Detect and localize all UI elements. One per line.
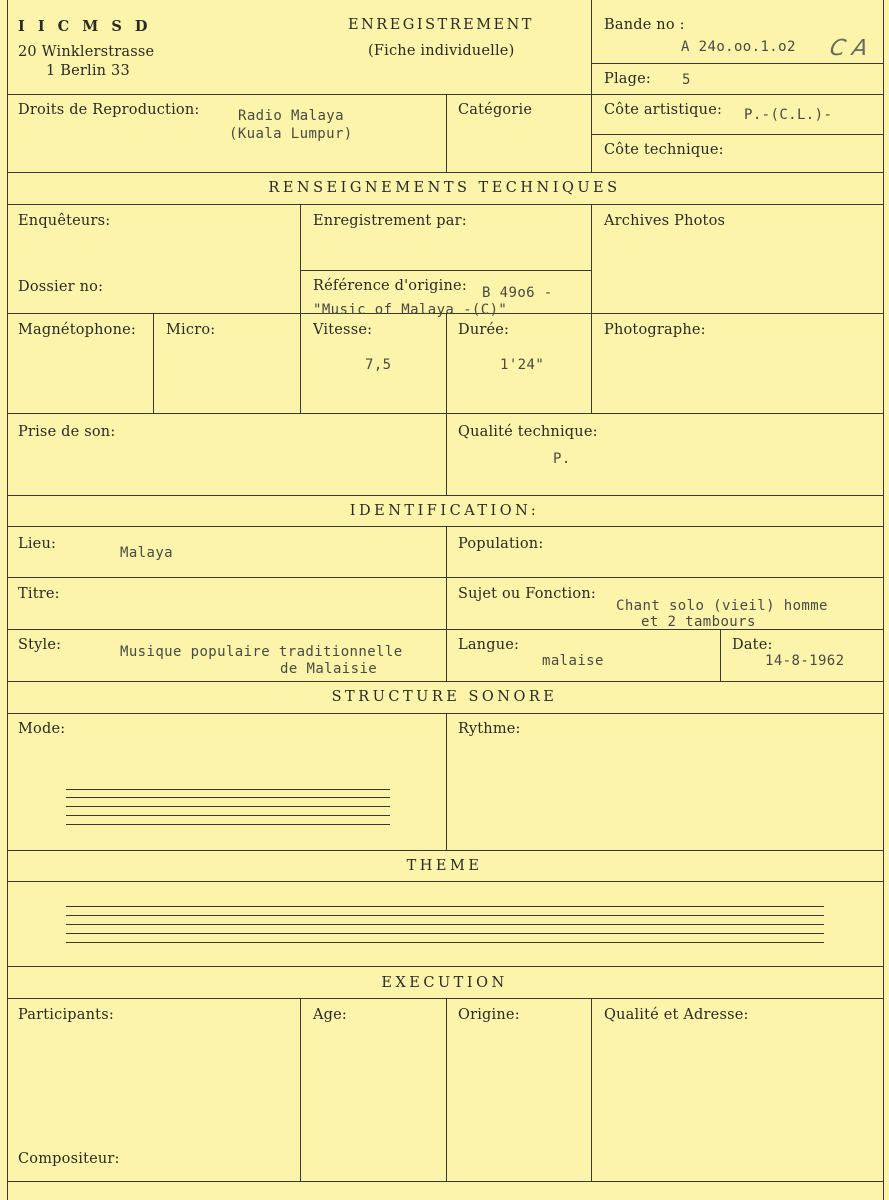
plage-value: 5 bbox=[682, 72, 691, 88]
divider bbox=[7, 495, 884, 496]
divider bbox=[446, 313, 447, 414]
divider bbox=[446, 526, 447, 681]
mode-staff-line bbox=[66, 789, 390, 790]
duree-label: Durée: bbox=[458, 322, 510, 338]
divider bbox=[7, 204, 884, 205]
micro-label: Micro: bbox=[166, 322, 216, 338]
divider bbox=[446, 998, 447, 1182]
divider bbox=[591, 134, 884, 135]
lieu-value: Malaya bbox=[120, 545, 173, 561]
dossier-label: Dossier no: bbox=[18, 279, 104, 295]
divider bbox=[591, 63, 884, 64]
langue-label: Langue: bbox=[458, 637, 520, 653]
divider bbox=[7, 966, 884, 967]
mode-staff-line bbox=[66, 815, 390, 816]
sujet-label: Sujet ou Fonction: bbox=[458, 586, 596, 602]
theme-staff-line bbox=[66, 906, 824, 907]
divider bbox=[591, 0, 592, 172]
theme-staff-line bbox=[66, 942, 824, 943]
form-subtitle: (Fiche individuelle) bbox=[368, 43, 515, 59]
org-name: I I C M S D bbox=[18, 18, 152, 35]
sujet-value-1: Chant solo (vieil) homme bbox=[616, 598, 828, 614]
lieu-label: Lieu: bbox=[18, 536, 57, 552]
langue-value: malaise bbox=[542, 653, 604, 669]
divider bbox=[7, 1181, 884, 1182]
compositeur-label: Compositeur: bbox=[18, 1151, 120, 1167]
cote-technique-label: Côte technique: bbox=[604, 142, 724, 158]
vitesse-value: 7,5 bbox=[365, 357, 392, 373]
date-label: Date: bbox=[732, 637, 773, 653]
plage-label: Plage: bbox=[604, 71, 651, 87]
divider bbox=[446, 713, 447, 850]
divider bbox=[591, 998, 592, 1182]
section-structure-heading: STRUCTURE SONORE bbox=[331, 689, 558, 705]
divider bbox=[7, 577, 884, 578]
section-theme-heading: THEME bbox=[406, 858, 483, 874]
sujet-value-2: et 2 tambours bbox=[641, 614, 756, 630]
date-value: 14-8-1962 bbox=[765, 653, 845, 669]
section-identification-heading: IDENTIFICATION: bbox=[349, 503, 540, 519]
reference-value-2: "Music of Malaya -(C)" bbox=[313, 302, 508, 318]
prise-de-son-label: Prise de son: bbox=[18, 424, 116, 440]
archives-photos-label: Archives Photos bbox=[604, 213, 726, 229]
categorie-label: Catégorie bbox=[458, 102, 533, 118]
address-line-2: 1 Berlin 33 bbox=[46, 63, 130, 79]
divider bbox=[7, 172, 884, 173]
population-label: Population: bbox=[458, 536, 544, 552]
style-value-2: de Malaisie bbox=[280, 661, 378, 677]
age-label: Age: bbox=[313, 1007, 348, 1023]
rights-value-1: Radio Malaya bbox=[238, 108, 344, 124]
qualite-adresse-label: Qualité et Adresse: bbox=[604, 1007, 749, 1023]
rights-value-2: (Kuala Lumpur) bbox=[229, 126, 353, 142]
mode-staff-line bbox=[66, 806, 390, 807]
mode-staff-line bbox=[66, 824, 390, 825]
reference-value-1: B 49o6 - bbox=[482, 285, 553, 301]
bande-handwritten-mark: C A bbox=[827, 36, 870, 61]
vitesse-label: Vitesse: bbox=[313, 322, 373, 338]
divider bbox=[153, 313, 154, 414]
divider bbox=[300, 270, 591, 271]
qualite-technique-label: Qualité technique: bbox=[458, 424, 598, 440]
magnetophone-label: Magnétophone: bbox=[18, 322, 137, 338]
theme-staff-line bbox=[66, 924, 824, 925]
section-tech-heading: RENSEIGNEMENTS TECHNIQUES bbox=[268, 180, 621, 196]
form-title: ENREGISTREMENT bbox=[348, 17, 534, 33]
origine-label: Origine: bbox=[458, 1007, 520, 1023]
style-value-1: Musique populaire traditionnelle bbox=[120, 644, 403, 660]
enqueteurs-label: Enquêteurs: bbox=[18, 213, 111, 229]
bande-label: Bande no : bbox=[604, 17, 685, 33]
divider bbox=[7, 850, 884, 851]
address-line-1: 20 Winklerstrasse bbox=[18, 44, 155, 60]
style-label: Style: bbox=[18, 637, 62, 653]
rythme-label: Rythme: bbox=[458, 721, 521, 737]
theme-staff-line bbox=[66, 915, 824, 916]
cote-artistique-label: Côte artistique: bbox=[604, 102, 723, 118]
divider bbox=[7, 681, 884, 682]
divider bbox=[591, 204, 592, 414]
divider bbox=[300, 998, 301, 1182]
divider bbox=[720, 629, 721, 681]
rights-label: Droits de Reproduction: bbox=[18, 102, 200, 118]
divider bbox=[446, 94, 447, 172]
qualite-technique-value: P. bbox=[553, 451, 571, 467]
enregistrement-par-label: Enregistrement par: bbox=[313, 213, 467, 229]
mode-label: Mode: bbox=[18, 721, 66, 737]
theme-staff-line bbox=[66, 933, 824, 934]
cote-artistique-value: P.-(C.L.)- bbox=[744, 107, 833, 123]
photographe-label: Photographe: bbox=[604, 322, 706, 338]
divider bbox=[7, 881, 884, 882]
divider bbox=[446, 413, 447, 495]
titre-label: Titre: bbox=[18, 586, 60, 602]
divider bbox=[300, 204, 301, 414]
reference-label: Référence d'origine: bbox=[313, 278, 467, 294]
duree-value: 1'24" bbox=[500, 357, 545, 373]
bande-value: A 24o.oo.1.o2 bbox=[681, 39, 796, 55]
section-execution-heading: EXECUTION bbox=[381, 975, 508, 991]
mode-staff-line bbox=[66, 797, 390, 798]
participants-label: Participants: bbox=[18, 1007, 114, 1023]
